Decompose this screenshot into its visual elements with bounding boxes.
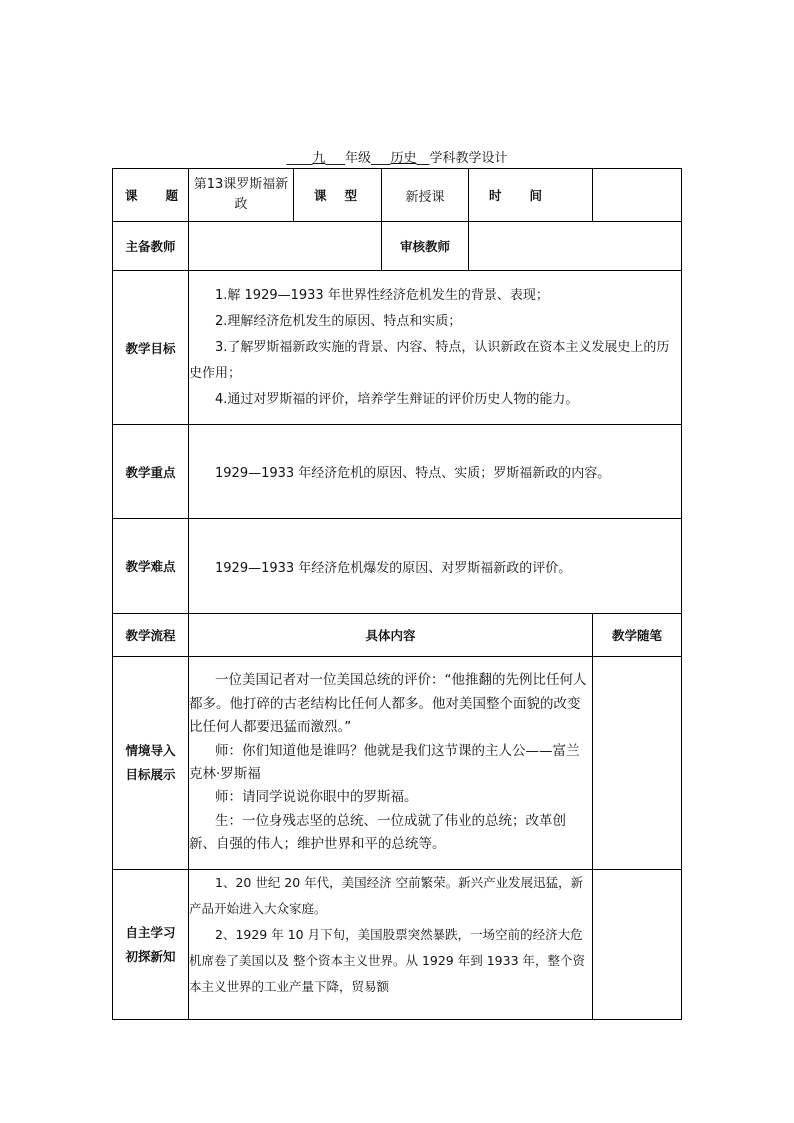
document-title [0, 150, 794, 168]
intro-label-cell [113, 657, 189, 870]
review-teacher-label: 审核教师 [399, 239, 450, 254]
intro-notes-cell[interactable] [593, 657, 682, 870]
difficulties-text: 1929—1933 年经济危机爆发的原因、对罗斯福新政的评价。 [215, 560, 572, 576]
objective-item-4: 4.通过对罗斯福的评价，培养学生辩证的评价历史人物的能力。 [215, 391, 579, 407]
study-label-cell [113, 870, 189, 1020]
intro-paragraph-4: 生：一位身残志坚的总统、一位成就了伟业的总统；改革创新、自强的伟人；维护世界和平的总统等。 [189, 812, 566, 853]
key-points-content [189, 425, 682, 519]
type-value-cell [382, 169, 469, 222]
difficulties-content [189, 519, 682, 614]
time-label-char-2: 间 [529, 188, 542, 203]
difficulties-label-cell [113, 519, 189, 614]
study-paragraph-1: 1、20 世纪 20 年代，美国经济 空前繁荣。新兴产业发展迅猛，新产品开始进入大众家庭。 [189, 875, 584, 916]
intro-paragraph-3: 师：请同学说说你眼中的罗斯福。 [215, 789, 418, 806]
key-points-label-cell [113, 425, 189, 519]
intro-label-line-1: 情境导入 [125, 743, 176, 758]
difficulties-label: 教学难点 [125, 559, 176, 574]
key-points-label: 教学重点 [125, 464, 176, 480]
grade-value: 九 [312, 151, 326, 166]
study-paragraph-2: 2、1929 年 10 月下旬，美国股票突然暴跌，一场空前的经济大危机席卷了美国以及 整个资本主义世界。从 1929 年到 1933 年，整个资本主义世界的工业产量下降，贸易额 [189, 927, 585, 994]
objectives-label: 教学目标 [125, 340, 176, 356]
row-objectives [113, 271, 682, 425]
type-label-char-1: 课 [314, 188, 327, 203]
intro-content [189, 657, 593, 870]
topic-label-cell [113, 169, 189, 222]
notes-label: 教学随笔 [611, 628, 662, 643]
title-suffix: 学科教学设计 [429, 151, 508, 166]
row-key-points [113, 425, 682, 519]
objective-item-2: 2.理解经济危机发生的原因、特点和实质； [215, 313, 462, 329]
intro-paragraph-2: 师：你们知道他是谁吗？他就是我们这节课的主人公——富兰克林·罗斯福 [189, 742, 580, 782]
study-content [189, 870, 593, 1020]
intro-label-line-2: 目标展示 [125, 767, 176, 782]
content-label-cell [189, 614, 593, 657]
row-difficulties [113, 519, 682, 614]
review-teacher-value-cell[interactable] [469, 222, 682, 271]
row-flow-header [113, 614, 682, 657]
main-teacher-label: 主备教师 [125, 239, 176, 254]
objective-item-1: 1.解 1929—1933 年世界性经济危机发生的背景、表现； [215, 287, 549, 303]
study-notes-cell[interactable] [593, 870, 682, 1020]
main-teacher-label-cell [113, 222, 189, 271]
row-study [113, 870, 682, 1020]
notes-label-cell [593, 614, 682, 657]
grade-blank-pre: ____ [286, 151, 313, 166]
study-label-line-1: 自主学习 [125, 924, 176, 940]
topic-label-char-2: 题 [165, 188, 178, 203]
subject-blank-pre: ___ [371, 151, 391, 166]
grade-blank-post: ___ [325, 151, 345, 166]
intro-paragraph-1: 一位美国记者对一位美国总统的评价：“他推翻的先例比任何人都多。他打碎的古老结构比任何人都多。他对美国整个面貌的改变比任何人都要迅猛而激烈。” [189, 672, 587, 736]
topic-value: 第13课罗斯福新政 [193, 177, 289, 212]
row-topic [113, 169, 682, 222]
objective-item-3: 3.了解罗斯福新政实施的背景、内容、特点，认识新政在资本主义发展史上的历史作用； [189, 339, 670, 381]
study-label-line-2: 初探新知 [125, 948, 176, 964]
process-label-cell [113, 614, 189, 657]
key-points-text: 1929—1933 年经济危机的原因、特点、实质；罗斯福新政的内容。 [215, 466, 611, 481]
lesson-plan-table [112, 168, 682, 1020]
review-teacher-label-cell [382, 222, 469, 271]
main-teacher-value-cell[interactable] [189, 222, 382, 271]
subject-value: 历史 [390, 151, 417, 166]
objectives-content [189, 271, 682, 425]
type-value: 新授课 [405, 189, 445, 205]
topic-value-cell [189, 169, 294, 222]
type-label-cell [294, 169, 382, 222]
content-label: 具体内容 [365, 628, 416, 643]
type-label-char-2: 型 [344, 188, 357, 203]
grade-suffix: 年级 [344, 151, 371, 166]
time-value-cell[interactable] [593, 169, 682, 222]
subject-blank-post: __ [416, 151, 430, 166]
time-label-cell [469, 169, 593, 222]
process-label: 教学流程 [125, 628, 176, 643]
topic-label-char-1: 课 [125, 188, 138, 203]
time-label-char-1: 时 [489, 188, 502, 203]
row-teachers [113, 222, 682, 271]
objectives-label-cell [113, 271, 189, 425]
row-intro [113, 657, 682, 870]
